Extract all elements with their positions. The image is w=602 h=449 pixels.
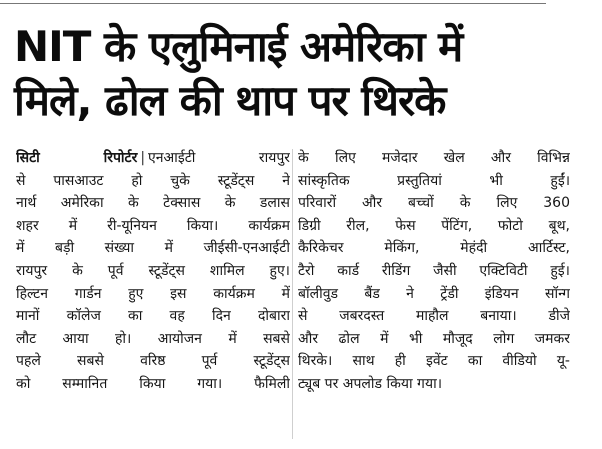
body-line: थिरके। साथ ही इवेंट का वीडियो यू-	[298, 353, 570, 370]
body-line: रायपुर के पूर्व स्टूडेंट्स शामिल हुए।	[16, 262, 290, 279]
body-line: मानों कॉलेज का वह दिन दोबारा	[16, 308, 290, 325]
article-body	[16, 147, 586, 447]
left-column	[16, 147, 290, 396]
body-line: से पासआउट हो चुके स्टूडेंट्स ने	[16, 172, 290, 189]
body-line	[16, 147, 290, 170]
body-line-start: एनआईटी रायपुर	[148, 150, 290, 166]
body-line: हिल्टन गार्डन हुए इस कार्यक्रम में	[16, 285, 290, 302]
body-line: कैरिकेचर मेकिंग, मेहंदी आर्टिस्ट,	[298, 240, 570, 257]
body-line: और ढोल में भी मौजूद लोग जमकर	[298, 330, 570, 347]
headline	[14, 20, 594, 128]
body-line: सांस्कृतिक प्रस्तुतियां भी हुईं।	[298, 172, 570, 189]
body-line: के लिए मजेदार खेल और विभिन्न	[298, 150, 570, 166]
body-line: पहले सबसे वरिष्ठ पूर्व स्टूडेंट्स	[16, 353, 290, 370]
top-rule	[0, 3, 546, 4]
headline-line-1: NIT के एलुमिनाई अमेरिका में	[14, 22, 463, 71]
body-line: से जबरदस्त माहौल बनाया। डीजे	[298, 308, 570, 325]
body-line: लौट आया हो। आयोजन में सबसे	[16, 330, 290, 347]
body-line: ट्यूब पर अपलोड किया गया।	[298, 375, 442, 392]
body-line: परिवारों और बच्चों के लिए 360	[298, 195, 570, 212]
body-line: डिग्री रील, फेस पेंटिंग, फोटो बूथ,	[298, 217, 570, 234]
body-line: को सम्मानित किया गया। फैमिली	[16, 375, 290, 392]
body-line: टैरो कार्ड रीडिंग जैसी एक्टिविटी हुई।	[298, 262, 570, 279]
byline: सिटी रिपोर्टर	[16, 150, 138, 166]
body-line: में बड़ी संख्या में जीईसी-एनआईटी	[16, 240, 290, 257]
body-line: बॉलीवुड बैंड ने ट्रेंडी इंडियन सॉन्ग	[298, 285, 570, 302]
headline-line-2: मिले, ढोल की थाप पर थिरके	[14, 76, 446, 125]
column-divider	[292, 149, 293, 439]
body-line: शहर में री-यूनियन किया। कार्यक्रम	[16, 217, 290, 234]
body-line: नार्थ अमेरिका के टेक्सास के डलास	[16, 195, 290, 212]
byline-separator: |	[140, 150, 146, 166]
right-column	[298, 147, 570, 396]
